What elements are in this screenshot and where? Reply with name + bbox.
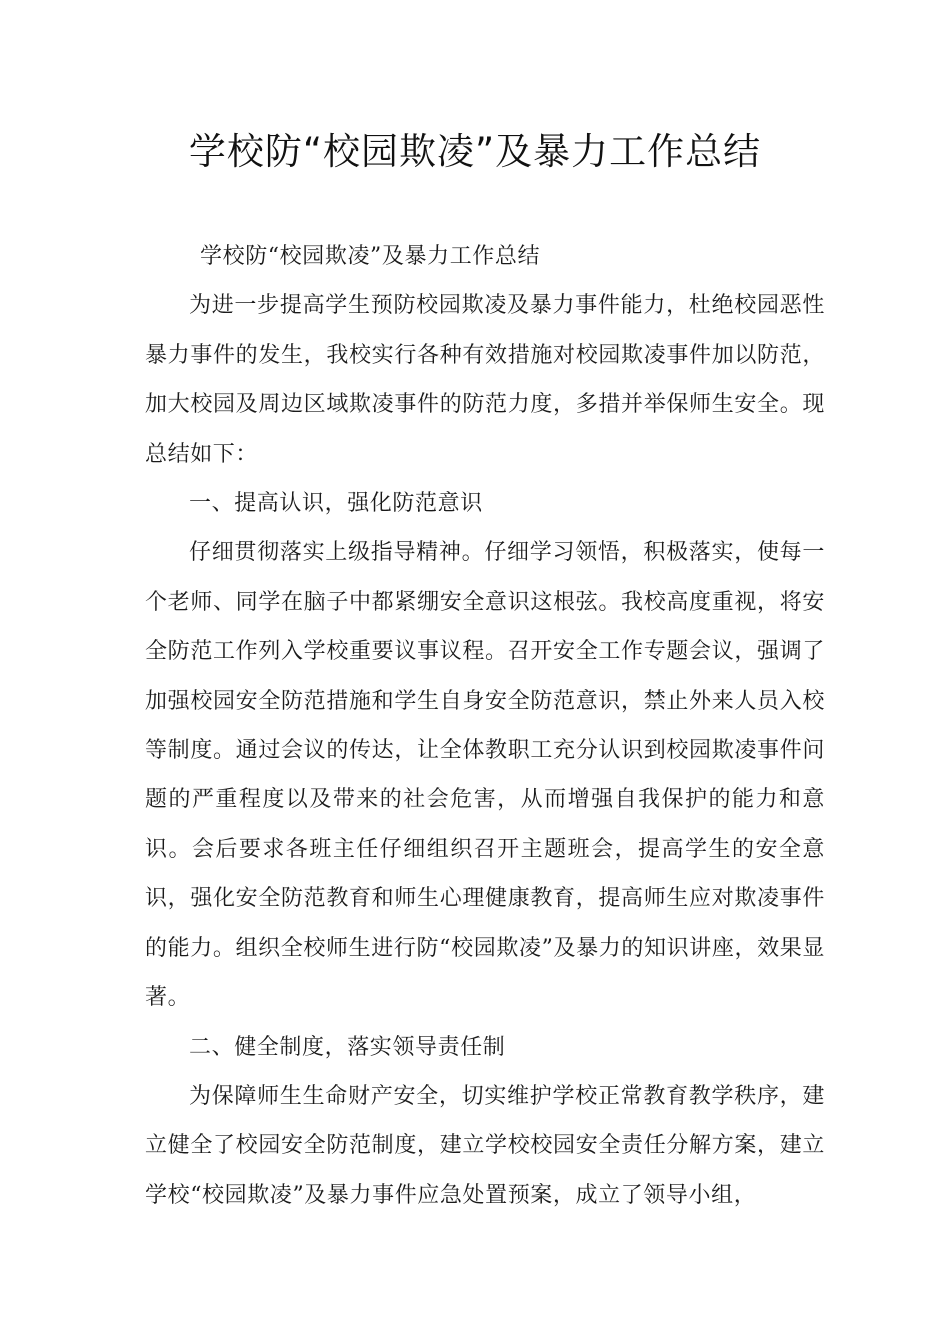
section-2-paragraph: 为保障师生生命财产安全，切实维护学校正常教育教学秩序，建立健全了校园安全防范制度，建立学校校园安全责任分解方案，建立学校“校园欺凌”及暴力事件应急处置预案，成立了领导小组，	[145, 1083, 825, 1208]
intro-paragraph: 为进一步提高学生预防校园欺凌及暴力事件能力，杜绝校园恶性暴力事件的发生，我校实行各种有效措施对校园欺凌事件加以防范，加大校园及周边区域欺凌事件的防范力度，多措并举保师生安全。现总结如下：	[145, 293, 825, 467]
document-title: 学校防“校园欺凌”及暴力工作总结	[188, 130, 762, 173]
section-1-paragraph: 仔细贯彻落实上级指导精神。仔细学习领悟，积极落实，使每一个老师、同学在脑子中都紧绷安全意识这根弦。我校高度重视，将安全防范工作列入学校重要议事议程。召开安全工作专题会议，强调了加强校园安全防范措施和学生自身安全防范意识，禁止外来人员入校等制度。通过会议的传达，让全体教职工充分认识到校园欺凌事件问题的严重程度以及带来的社会危害，从而增强自我保护的能力和意识。会后要求各班主任仔细组织召开主题班会，提高学生的安全意识，强化安全防范教育和师生心理健康教育，提高师生应对欺凌事件的能力。组织全校师生进行防“校园欺凌”及暴力的知识讲座，效果显著。	[145, 540, 825, 1011]
section-heading-1: 一、提高认识，强化防范意识	[189, 491, 483, 517]
document-body	[145, 232, 825, 1220]
subtitle-paragraph: 学校防“校园欺凌”及暴力工作总结	[200, 244, 541, 269]
section-heading-2: 二、健全制度，落实领导责任制	[189, 1034, 506, 1060]
